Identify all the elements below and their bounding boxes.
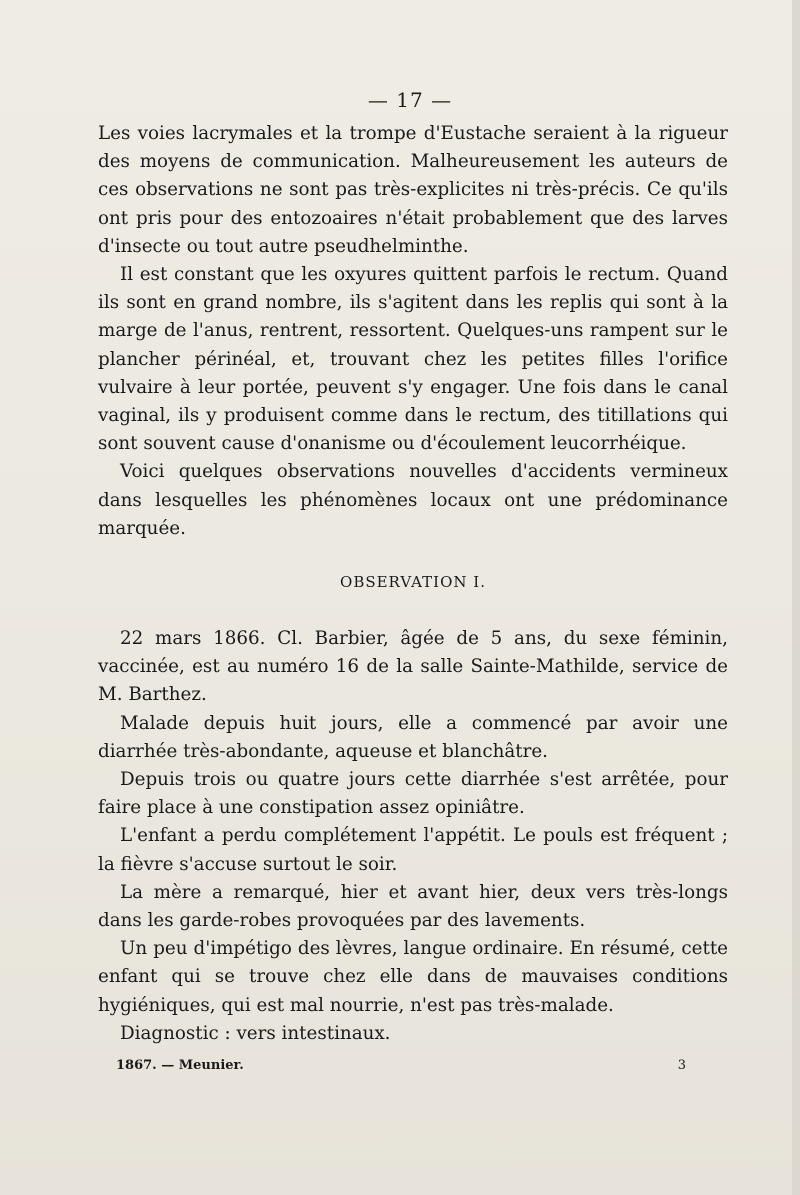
- paragraph: Les voies lacrymales et la trompe d'Eustache seraient à la rigueur des moyens de communication. Malheureusement les auteurs de ces observations ne sont pas très-explicites ni très-précis. Ce qu'ils ont pris pour des entozoaires n'était probablement que des larves d'insecte ou tout autre pseudhelminthe.: [98, 123, 728, 257]
- footer-sheet-number: 3: [677, 1058, 686, 1073]
- footer-signature: 1867. — Meunier.: [116, 1058, 244, 1073]
- page-number: — 17 —: [367, 88, 453, 112]
- paragraph: Malade depuis huit jours, elle a commencé par avoir une diarrhée très-abondante, aqueuse et blanchâtre.: [98, 712, 728, 762]
- paragraph: 22 mars 1866. Cl. Barbier, âgée de 5 ans, du sexe féminin, vaccinée, est au numéro 16 de la salle Sainte-Mathilde, service de M. Barthez.: [98, 628, 728, 706]
- paragraph: Un peu d'impétigo des lèvres, langue ordinaire. En résumé, cette enfant qui se trouve chez elle dans de mauvaises conditions hygiéniques, qui est mal nourrie, n'est pas très-malade.: [98, 938, 728, 1016]
- paragraph: Diagnostic : vers intestinaux.: [120, 1022, 391, 1044]
- body-text: [98, 120, 728, 1048]
- paragraph: L'enfant a perdu complétement l'appétit. Le pouls est fréquent ; la fièvre s'accuse surtout le soir.: [98, 825, 728, 875]
- paragraph: Voici quelques observations nouvelles d'accidents vermineux dans lesquelles les phénomènes locaux ont une prédominance marquée.: [98, 461, 728, 539]
- section-heading: OBSERVATION I.: [340, 573, 486, 592]
- paragraph: Depuis trois ou quatre jours cette diarrhée s'est arrêtée, pour faire place à une constipation assez opiniâtre.: [98, 769, 728, 819]
- page-edge: [792, 0, 800, 1195]
- paragraph: Il est constant que les oxyures quittent parfois le rectum. Quand ils sont en grand nombre, ils s'agitent dans les replis qui sont à la marge de l'anus, rentrent, ressortent. Quelques-uns rampent sur le plancher périnéal, et, trouvant chez les petites filles l'orifice vulvaire à leur portée, peuvent s'y engager. Une fois dans le canal vaginal, ils y produisent comme dans le rectum, des titillations qui sont souvent cause d'onanisme ou d'écoulement leucorrhéique.: [98, 264, 728, 455]
- paragraph: La mère a remarqué, hier et avant hier, deux vers très-longs dans les garde-robes provoquées par des lavements.: [98, 881, 728, 932]
